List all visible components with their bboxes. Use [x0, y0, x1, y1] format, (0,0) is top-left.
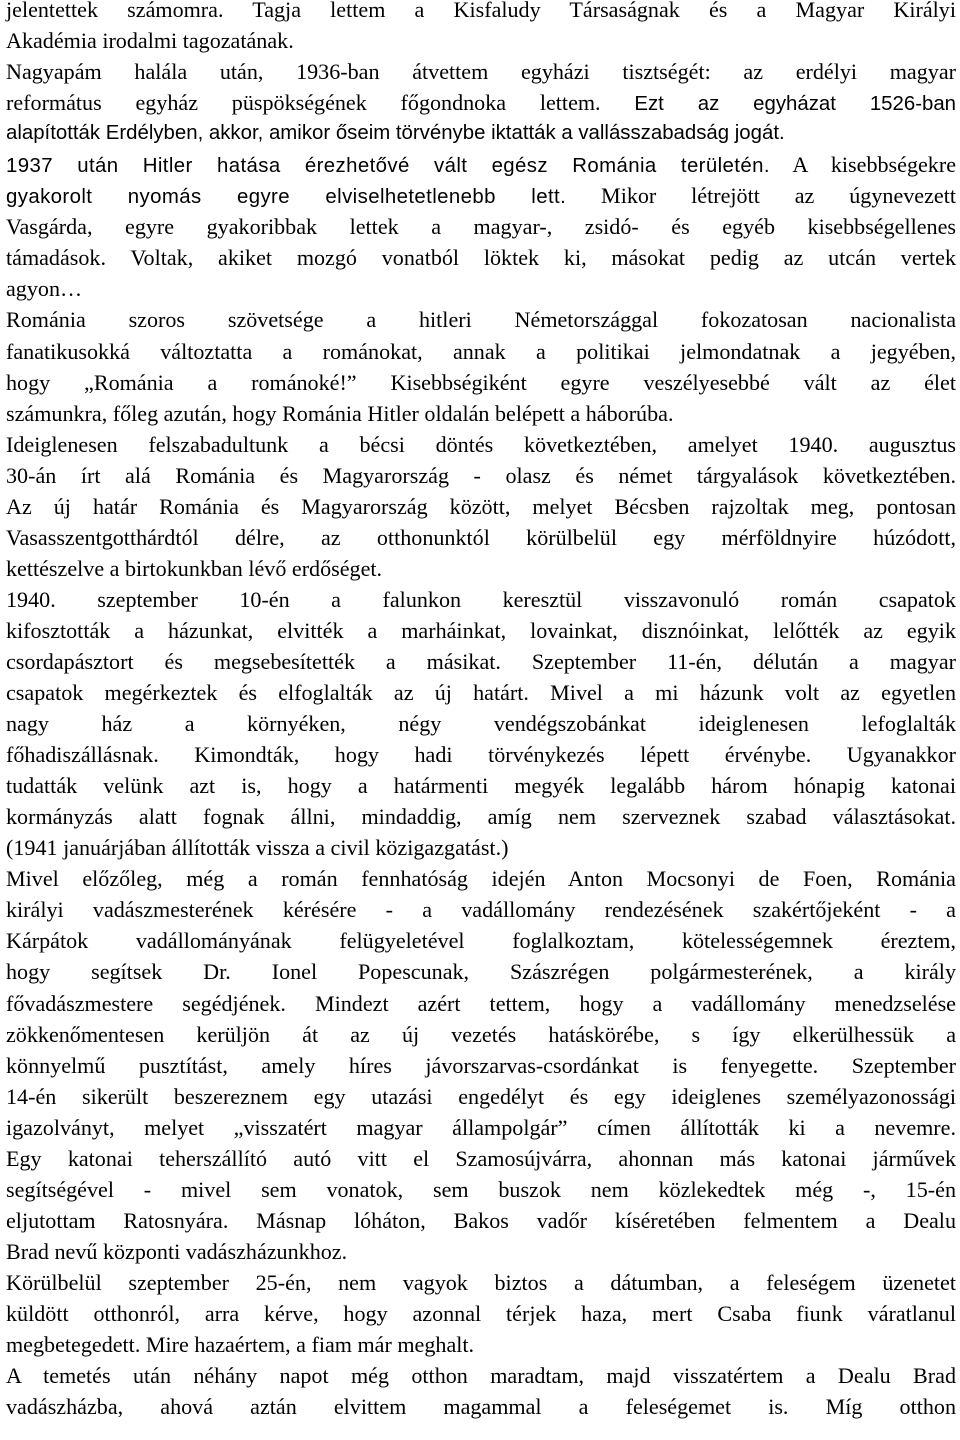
text-line-40: eljutottam Ratosnyára. Másnap lóháton, Bakos vadőr kíséretében felmentem a Dealu — [6, 1207, 956, 1233]
text-line-7 — [6, 180, 956, 211]
text-line-39: segítségével - mivel sem vonatok, sem buszok nem közlekedtek még -, 15-én — [6, 1176, 956, 1202]
text-line-11: Románia szoros szövetsége a hitleri Németországgal fokozatosan nacionalista — [6, 307, 956, 333]
text-line-21: kifosztották a házunkat, elvitték a marháinkat, lovainkat, disznóinkat, lelőtték az egyik — [6, 617, 956, 643]
text-line-22: csordapásztort és megsebesítették a másikat. Szeptember 11-én, délután a magyar — [6, 648, 956, 674]
text-line-44: megbetegedett. Mire hazaértem, a fiam már meghalt. — [6, 1332, 475, 1358]
text-line-7-sans: gyakorolt nyomás egyre elviselhetetlenebb lett. — [6, 186, 567, 209]
text-line-9-a: támadások. — [6, 245, 107, 271]
text-line-23: csapatok megérkeztek és elfoglalták az új határt. Mivel a mi házunk volt az egyetlen — [6, 680, 956, 706]
text-line-6-sans: 1937 után Hitler hatása érezhetővé vált egész Románia területén. — [6, 155, 770, 178]
text-line-7-serif: Mikor létrejött az úgynevezett — [601, 183, 956, 209]
text-line-38: Egy katonai teherszállító autó vitt el Szamosújvárra, ahonnan más katonai járművek — [6, 1145, 956, 1171]
document-page — [6, 0, 956, 1422]
text-line-36: 14-én sikerült beszereznem egy utazási engedélyt és egy ideiglenes személyazonossági — [6, 1083, 956, 1109]
text-line-18: Vasasszentgotthárdtól délre, az otthonunktól körülbelül egy mérföldnyire húzódott, — [6, 524, 956, 550]
text-line-2: Akadémia irodalmi tagozatának. — [6, 28, 294, 54]
text-line-31: Kárpátok vadállományának felügyeletével foglalkoztam, kötelességemnek éreztem, — [6, 928, 956, 954]
text-line-17: Az új határ Románia és Magyarország között, melyet Bécsben rajzoltak meg, pontosan — [6, 493, 956, 519]
text-line-25: főhadiszállásnak. Kimondták, hogy hadi törvénykezés lépett érvénybe. Ugyanakkor — [6, 742, 956, 768]
text-line-13-b: Kisebbségiként egyre veszélyesebbé vált az élet — [390, 369, 956, 395]
text-line-4-serif: református egyház püspökségének főgondnoka lettem. — [6, 90, 601, 116]
text-line-29: Mivel előzőleg, még a román fennhatóság idején Anton Mocsonyi de Foen, Románia — [6, 866, 956, 892]
text-line-43: küldött otthonról, arra kérve, hogy azonnal térjek haza, mert Csaba fiunk váratlanul — [6, 1300, 956, 1326]
text-line-5: alapították Erdélyben, akkor, amikor őseim törvénybe iktatták a vallásszabadság jogát. — [6, 122, 785, 145]
text-line-42: Körülbelül szeptember 25-én, nem vagyok biztos a dátumban, a feleségem üzenetet — [6, 1269, 956, 1295]
text-line-34: zökkenőmentesen kerüljön át az új vezetés hatáskörébe, s így elkerülhessük a — [6, 1021, 956, 1047]
text-line-6-serif: A kisebbségekre — [792, 152, 957, 178]
text-line-45: A temetés után néhány napot még otthon maradtam, majd visszatértem a Dealu Brad — [6, 1363, 956, 1389]
text-line-27: kormányzás alatt fognak állni, mindaddig, amíg nem szerveznek szabad választásokat. — [6, 804, 956, 830]
text-line-28: (1941 januárjában állították vissza a civil közigazgatást.) — [6, 835, 509, 861]
text-line-4 — [6, 87, 956, 118]
text-line-12: fanatikusokká változtatta a románokat, annak a politikai jelmondatnak a jegyében, — [6, 338, 956, 364]
text-line-33: fővadászmestere segédjének. Mindezt azért tettem, hogy a vadállomány menedzselése — [6, 990, 956, 1016]
text-line-15: Ideiglenesen felszabadultunk a bécsi döntés következtében, amelyet 1940. augusztus — [6, 431, 956, 457]
text-line-26: tudatták velünk azt is, hogy a határmenti megyék legalább három hónapig katonai — [6, 773, 956, 799]
text-line-41: Brad nevű központi vadászházunkhoz. — [6, 1238, 348, 1264]
text-line-16: 30-án írt alá Románia és Magyarország - olasz és német tárgyalások következtében. — [6, 462, 956, 488]
text-line-9-b: Voltak, akiket mozgó vonatból löktek ki, másokat pedig az utcán vertek — [130, 245, 956, 271]
text-line-3: Nagyapám halála után, 1936-ban átvettem egyházi tisztségét: az erdélyi magyar — [6, 59, 956, 85]
text-line-13 — [6, 367, 956, 398]
text-line-37: igazolványt, melyet „visszatért magyar állampolgár” címen állították ki a nevemre. — [6, 1114, 956, 1140]
text-line-6 — [6, 149, 956, 180]
text-line-14: számunkra, főleg azután, hogy Románia Hitler oldalán belépett a háborúba. — [6, 400, 674, 426]
text-line-4-sans: Ezt az egyházat 1526-ban — [634, 93, 957, 116]
text-line-1: jelentettek számomra. Tagja lettem a Kisfaludy Társaságnak és a Magyar Királyi — [6, 0, 956, 22]
text-line-30: királyi vadászmesterének kérésére - a vadállomány rendezésének szakértőjeként - a — [6, 897, 956, 923]
text-line-9 — [6, 242, 956, 273]
text-line-20: 1940. szeptember 10-én a falunkon keresztül visszavonuló román csapatok — [6, 586, 956, 612]
text-line-19: kettészelve a birtokunkban lévő erdőséget. — [6, 555, 383, 581]
text-line-10: agyon… — [6, 276, 83, 302]
text-line-46: vadászházba, ahová aztán elvittem magammal a feleségemet is. Míg otthon — [6, 1394, 956, 1420]
text-line-32: hogy segítsek Dr. Ionel Popescunak, Szászrégen polgármesterének, a király — [6, 959, 956, 985]
text-line-13-a: hogy „Románia a románoké!” — [6, 369, 357, 395]
text-line-24: nagy ház a környéken, négy vendégszobánkat ideiglenesen lefoglalták — [6, 711, 956, 737]
text-line-35: könnyelmű pusztítást, amely híres jávorszarvas-csordánkat is fenyegette. Szeptember — [6, 1052, 956, 1078]
text-line-8: Vasgárda, egyre gyakoribbak lettek a magyar-, zsidó- és egyéb kisebbségellenes — [6, 214, 956, 240]
